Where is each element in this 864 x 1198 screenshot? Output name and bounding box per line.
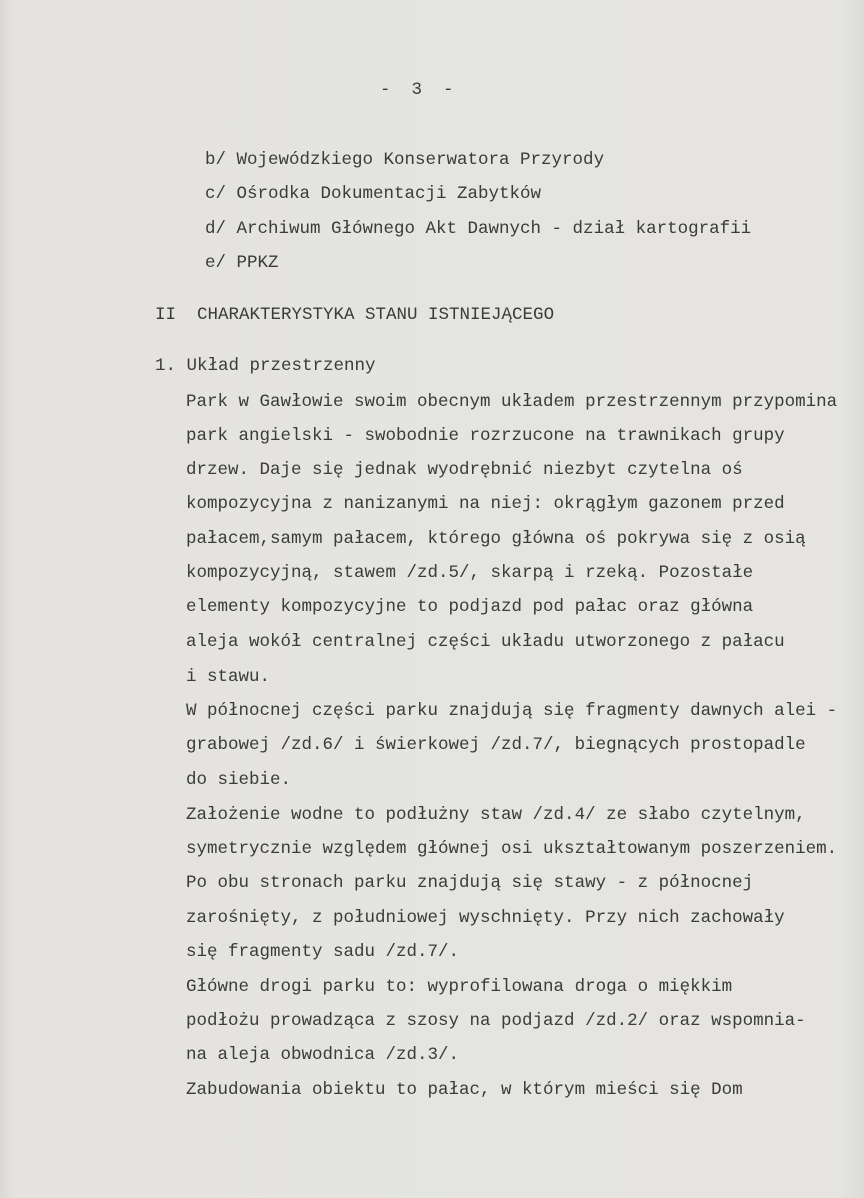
body-line: zarośnięty, z południowej wyschnięty. Przy nich zachowały [186, 908, 785, 928]
subsection-heading: 1. Układ przestrzenny [155, 356, 376, 376]
body-line: kompozycyjna z nanizanymi na niej: okrągłym gazonem przed [186, 494, 785, 514]
body-line: elementy kompozycyjne to podjazd pod pałac oraz główna [186, 597, 754, 617]
list-item: e/ PPKZ [205, 253, 279, 273]
body-line: symetrycznie względem głównej osi ukształtowanym poszerzeniem. [186, 839, 838, 859]
body-line: grabowej /zd.6/ i świerkowej /zd.7/, biegnących prostopadle [186, 735, 806, 755]
body-line: W północnej części parku znajdują się fragmenty dawnych alei - [186, 701, 838, 721]
section-heading: II CHARAKTERYSTYKA STANU ISTNIEJĄCEGO [155, 305, 555, 325]
list-item: d/ Archiwum Głównego Akt Dawnych - dział kartografii [205, 219, 752, 239]
list-item: b/ Wojewódzkiego Konserwatora Przyrody [205, 150, 605, 170]
body-line: kompozycyjną, stawem /zd.5/, skarpą i rzeką. Pozostałe [186, 563, 754, 583]
body-line: Zabudowania obiektu to pałac, w którym mieści się Dom [186, 1080, 743, 1100]
body-line: do siebie. [186, 770, 292, 790]
body-line: aleja wokół centralnej części układu utworzonego z pałacu [186, 632, 785, 652]
body-line: i stawu. [186, 667, 271, 687]
body-line: Założenie wodne to podłużny staw /zd.4/ ze słabo czytelnym, [186, 805, 806, 825]
list-item: c/ Ośrodka Dokumentacji Zabytków [205, 184, 542, 204]
body-line: Park w Gawłowie swoim obecnym układem przestrzennym przypomina [186, 392, 838, 412]
body-line: na aleja obwodnica /zd.3/. [186, 1045, 460, 1065]
body-line: Główne drogi parku to: wyprofilowana droga o miękkim [186, 977, 733, 997]
body-line: park angielski - swobodnie rozrzucone na trawnikach grupy [186, 426, 785, 446]
body-line: podłożu prowadząca z szosy na podjazd /zd.2/ oraz wspomnia- [186, 1011, 806, 1031]
body-line: się fragmenty sadu /zd.7/. [186, 942, 460, 962]
page-number: - 3 - [380, 80, 454, 100]
body-line: Po obu stronach parku znajdują się stawy - z północnej [186, 873, 754, 893]
body-line: pałacem,samym pałacem, którego główna oś pokrywa się z osią [186, 529, 806, 549]
body-line: drzew. Daje się jednak wyodrębnić niezbyt czytelna oś [186, 460, 743, 480]
